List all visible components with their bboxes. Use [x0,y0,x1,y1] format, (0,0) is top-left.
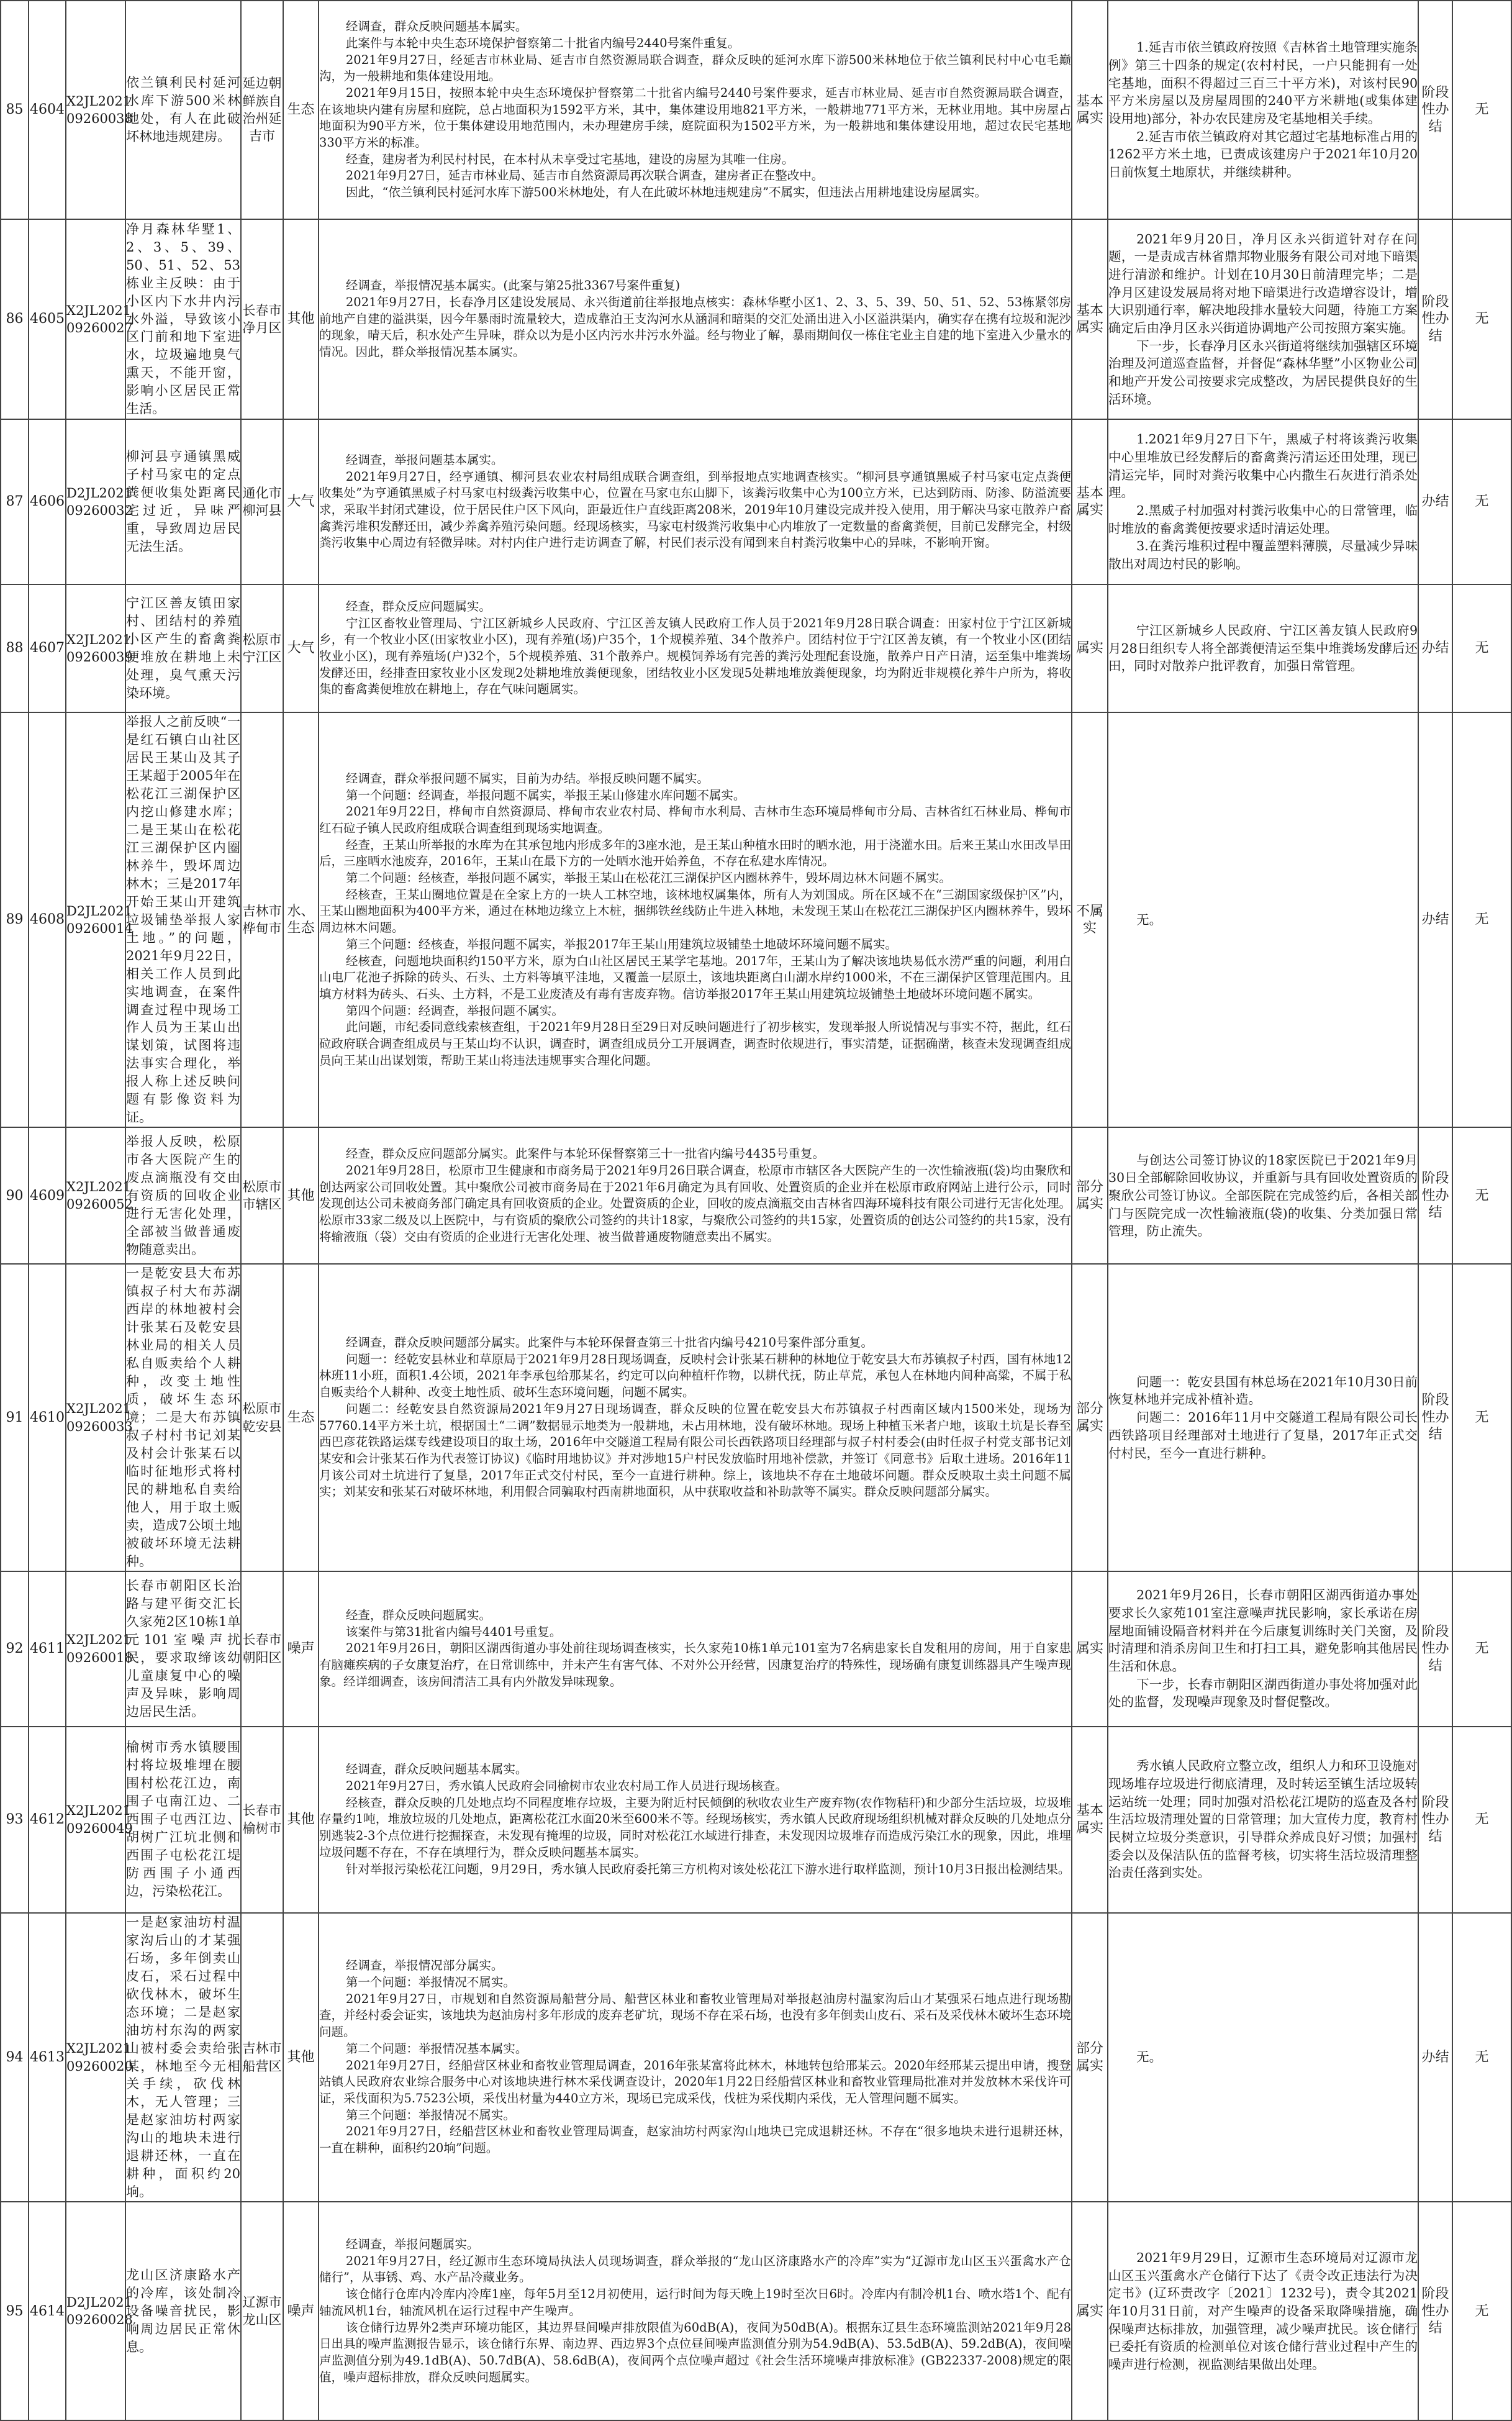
action-paragraph: 2021年9月20日，净月区永兴街道针对存在问题，一是责成吉林省鼎邦物业服务有限公司对地下暗渠进行清淤和维护。计划在10月30日前清理完毕；二是净月区建设发展局将对地下暗渠进行改造增容设计，增大识别通行率，解决地段排水量较大问题，待施工方案确定后由净月区永兴街道协调地产公司按照方案实施。 [1108,231,1418,335]
accountability-text: 无 [1475,1409,1489,1425]
administrative-area [241,2202,283,2420]
case-row [1,712,1511,1127]
administrative-area [241,1727,283,1913]
completion-status-text: 办结 [1421,2049,1449,2065]
pollution-type-text: 生态 [287,102,315,118]
completion-status [1418,219,1452,419]
pollution-type [283,1571,319,1727]
administrative-area [241,1571,283,1727]
case-row [1,1913,1511,2202]
pollution-type [283,2202,319,2420]
finding-paragraph: 此问题，市纪委同意线索核查组，于2021年9月28日至29日对反映问题进行了初步核实，发现举报人所说情况与事实不符，据此，红石砬政府联合调查组成员与王某山均不认识，调查时，调查组成员分工开展调查，调查时依规进行，事实清楚，证据确凿，核查未发现调查组成员向王某山出谋划策，帮助王某山将违法违规事实合理化问题。 [319,1020,1071,1068]
verification-result-text: 基本属实 [1075,93,1103,126]
complaint-summary [125,1,241,219]
finding-paragraph: 经调查，群众举报问题不属实，目前为办结。举报反映问题不属实。 [345,771,709,786]
completion-status-text: 阶段性办结 [1421,1624,1449,1674]
case-id-text: 4609 [30,1188,65,1204]
completion-status-text: 办结 [1421,640,1449,656]
row-number [1,1727,29,1913]
finding-paragraph: 2021年9月26日，朝阳区湖西街道办事处前往现场调查核实，长久家苑10栋1单元101室为7名病患家长自发租用的房间，用于自家患有脑瘫疾病的子女康复治疗，在日常训练中，并未产生有害气体、不对外公开经营，因康复治疗的特殊性，现场确有康复训练器具产生噪声现象。经详细调查，该房间清洁工具有内外散发异味现象。 [319,1641,1071,1689]
accountability [1452,1571,1511,1727]
pollution-type [283,1127,319,1264]
case-id [29,419,66,584]
case-id-text: 4611 [30,1641,65,1656]
accountability [1452,1264,1511,1571]
administrative-area [241,219,283,419]
completion-status-text: 阶段性办结 [1421,1794,1449,1845]
case-row [1,419,1511,584]
complaint-summary-text: 柳河县亨通镇黑威子村马家屯的定点粪便收集处距离民宅过近，异味严重，导致周边居民无法生活。 [126,449,240,554]
case-code [66,219,133,419]
administrative-area-text: 松原市市辖区 [242,1179,282,1212]
case-row [1,1571,1511,1727]
finding-paragraph: 第三个问题：举报情况不属实。 [345,2107,515,2122]
finding-paragraph: 问题二：经乾安县自然资源局2021年9月27日现场调查，群众反映的位置在乾安县大布苏镇叔子村西南区域内1500米处，现场为57760.14平方米土坑，根据国土“二调”数据显示地类为一般耕地，未占用林地，没有破坏林地。现场上种植玉米者户地，该取土坑是长春至西巴彦花铁路运煤专线建设项目的取土场，2016年中交隧道工程局有限公司长西铁路项目经理部与叔子村村委会(由时任叔子村党支部书记刘某安和会计张某石作为代表签订协议)《临时用地协议》并对涉地15户村民发放临时用地补偿款，并签订《同意书》后取土进场。2016年11月该公司对土坑进行了复垦，2017年正式交付村民，至今一直进行耕种。综上，该地块不存在土地破坏问题。群众反映取土卖土问题不属实；刘某安和张某石对破坏林地，利用假合同骗取村西南耕地面积，从中获取收益和补助款等不属实。群众反映问题部分属实。 [319,1401,1071,1499]
case-id-text: 4612 [30,1812,65,1827]
finding-paragraph: 2021年9月27日，经延吉市林业局、延吉市自然资源局联合调查，群众反映的延河水库下游500米林地位于依兰镇利民村中心屯毛巅沟，为一般耕地和集体建设用地。 [319,52,1071,84]
administrative-area-text: 吉林市桦甸市 [242,903,282,937]
finding-paragraph: 2021年9月27日，经辽源市生态环境局执法人员现场调查，群众举报的“龙山区济康路水产的冷库”实为“辽源市龙山区玉兴蛋禽水产仓储行”，从事锈、鸡、水产品冷藏业务。 [319,2253,1071,2285]
rectification-actions [1108,1264,1418,1571]
completion-status-text: 办结 [1421,494,1449,510]
action-paragraph: 1.2021年9月27日下午，黑威子村将该粪污收集中心里堆放已经发酵后的畜禽粪污清运还田处理，现已清运完毕，同时对粪污收集中心内撒生石灰进行消杀处理。 [1108,432,1418,501]
action-paragraph: 无。 [1136,912,1162,927]
case-code-text: X2JL2021 09260033 [66,1401,133,1434]
row-number-text: 91 [6,1409,24,1425]
administrative-area-text: 长春市朝阳区 [242,1632,282,1665]
action-paragraph: 下一步，长春净月区永兴街道将继续加强辖区环境治理及河道巡查监督，并督促“森林华墅”小区物业公司和地产开发公司按要求完成整改，为居民提供良好的生活环境。 [1108,338,1418,407]
row-number [1,219,29,419]
verification-result [1072,1727,1108,1913]
accountability-text: 无 [1475,1188,1489,1204]
row-number [1,1264,29,1571]
case-code [66,419,133,584]
row-number [1,584,29,712]
administrative-area [241,1,283,219]
case-code-text: D2JL2021 09260028 [66,2294,133,2328]
verification-result-text: 不属实 [1075,903,1103,937]
case-code-text: X2JL2021 09260018 [66,1632,133,1665]
pollution-type-text: 噪声 [287,2303,315,2319]
administrative-area [241,1127,283,1264]
finding-paragraph: 2021年9月27日，经船营区林业和畜牧业管理局调查，赵家油坊村两家沟山地块已完成退耕还林。不存在“很多地块未进行退耕还林，一直在耕种，面积约20垧”问题。 [319,2124,1071,2156]
verification-result [1072,1264,1108,1571]
finding-paragraph: 经调查，举报问题基本属实。 [345,452,504,467]
rectification-actions [1108,712,1418,1127]
finding-paragraph: 经核查，问题地块面积约150平方米，原为白山社区居民王某学宅基地。2017年，王某山为了解决该地块易低水涝严重的问题，利用白山电厂花池子拆除的砖头、石头、土方料等填平洼地，又覆盖一层原土，该地块距离白山湖水岸约1000米，不在三湖保护区管理范围内。且填方材料为砖头、石头、土方料，不是工业废渣及有毒有害废弃物。信访举报2017年王某山用建筑垃圾铺垫土地破坏环境问题不属实。 [319,953,1071,1001]
finding-paragraph: 经查，群众反应问题属实。 [345,599,491,614]
finding-paragraph: 第四个问题：经调查，举报问题不属实。 [345,1003,564,1018]
action-paragraph: 2.延吉市依兰镇政府对其它超过宅基地标准占用的1262平方米土地，已责成该建房户于2021年10月20日前恢复土地原状，并继续耕种。 [1108,129,1418,180]
pollution-type-text: 大气 [287,494,315,510]
administrative-area-text: 长春市榆树市 [242,1803,282,1836]
completion-status [1418,712,1452,1127]
finding-paragraph: 经调查，举报情况部分属实。 [345,1958,504,1973]
accountability-text: 无 [1475,1812,1489,1827]
row-number-text: 94 [6,2049,24,2065]
case-id-text: 4610 [30,1409,65,1425]
finding-paragraph: 该仓储行边界外2类声环境功能区，其边界昼间噪声排放限值为60dB(A)，夜间为50dB(A)。根据东辽县生态环境监测站2021年9月28日出具的噪声监测报告显示，该仓储行东界、南边界、西边界3个点位昼间噪声监测值分别为54.9dB(A)、53.5dB(A)、59.2dB(A)，夜间噪声监测值分别为49.1dB(A)、50.7dB(A)、58.6dB(A)，夜间两个点位噪声超过《社会生活环境噪声排放标准》(GB22337-2008)规定的限值，噪声超标排放，群众反映问题属实。 [319,2320,1071,2384]
case-id [29,1,66,219]
finding-paragraph: 2021年9月28日，松原市卫生健康和市商务局于2021年9月26日联合调查，松原市市辖区各大医院产生的一次性输液瓶(袋)均由聚欣和创达两家公司回收处置。其中聚欣公司被市商务局在于2021年6月确定为具有回收、处置资质的企业并在松原市政府网站上进行公示，同时发现创达公司未被商务部门确定具有回收资质的企业。处置资质的企业，回收的废点滴瓶交由吉林省四海环境科技有限公司进行无害化处理。松原市33家二级及以上医院中，与有资质的聚欣公司签约的共计18家，与聚欣公司签约的共15家，处置资质的创达公司签约的共15家，没有将输液瓶（袋）交由有资质的企业进行无害化处理、被当做普通废物随意卖出不属实。 [319,1163,1071,1244]
administrative-area [241,584,283,712]
administrative-area-text: 松原市乾安县 [242,1401,282,1434]
row-number-text: 86 [6,311,24,327]
case-row [1,1264,1511,1571]
action-paragraph: 2.黑威子村加强对村粪污收集中心的日常管理，临时堆放的畜禽粪便按要求适时清运处理。 [1108,503,1418,536]
case-id [29,219,66,419]
case-code-text: X2JL2021 09260049 [66,1803,133,1836]
case-code [66,1913,133,2202]
investigation-findings [319,219,1072,419]
accountability [1452,219,1511,419]
finding-paragraph: 此案件与本轮中央生态环境保护督察第二十批省内编号2440号案件重复。 [345,35,740,50]
case-row [1,1127,1511,1264]
action-paragraph: 问题二：2016年11月中交隧道工程局有限公司长西铁路项目经理部对土地进行了复垦，2017年正式交付村民，至今一直进行耕种。 [1108,1410,1418,1461]
action-paragraph: 下一步，长春市朝阳区湖西街道办事处将加强对此处的监督，发现噪声现象及时督促整改。 [1108,1676,1418,1710]
complaint-summary [125,2202,241,2420]
completion-status [1418,1727,1452,1913]
finding-paragraph: 经调查，群众反映问题部分属实。此案件与本轮环保督查第三十批省内编号4210号案件部分重复。 [345,1335,874,1350]
finding-paragraph: 问题一：经乾安县林业和草原局于2021年9月28日现场调查，反映村会计张某石耕种的林地位于乾安县大布苏镇叔子村西，国有林地12林班11小班，面积1.4公顷，2021年李承包给那某名，约定可以向种植杆作物，以耕代抚，防止草荒，承包人在林地内间种高粱，不属于私自贩卖给个人耕种、改变土地性质、破坏生态环境问题，问题不属实。 [319,1351,1071,1400]
action-paragraph: 1.延吉市依兰镇政府按照《吉林省土地管理实施条例》第三十四条的规定(农村村民，一户只能拥有一处宅基地，面积不得超过三百三十平方米)，对该村民90平方米房屋以及房屋周围的240平方米耕地(或集体建设用地)部分，补办农民建房及宅基地相关手续。 [1108,40,1418,126]
finding-paragraph: 经调查，群众反映问题基本属实。 [345,19,528,34]
complaint-summary [125,419,241,584]
completion-status-text: 办结 [1421,912,1449,928]
verification-result-text: 基本属实 [1075,302,1103,335]
verification-result-text: 部分属实 [1075,1179,1103,1212]
row-number [1,419,29,584]
completion-status [1418,2202,1452,2420]
accountability-text: 无 [1475,912,1489,928]
verification-result [1072,419,1108,584]
completion-status-text: 阶段性办结 [1421,294,1449,344]
accountability [1452,1,1511,219]
case-row [1,1,1511,219]
action-paragraph: 无。 [1136,2050,1162,2065]
accountability-text: 无 [1475,1641,1489,1656]
case-id-text: 4604 [30,102,65,118]
verification-result [1072,1127,1108,1264]
finding-paragraph: 针对举报污染松花江问题，9月29日，秀水镇人民政府委托第三方机构对该处松花江下游水进行取样监测，预计10月3日报出检测结果。 [345,1861,1071,1876]
row-number-text: 88 [6,640,24,656]
finding-paragraph: 第一个问题：经调查，举报问题不属实，举报王某山修建水库问题不属实。 [345,788,746,802]
administrative-area-text: 通化市柳河县 [242,485,282,518]
pollution-type-text: 其他 [287,2049,315,2065]
case-id-text: 4605 [30,311,65,327]
completion-status-text: 阶段性办结 [1421,1392,1449,1443]
row-number-text: 85 [6,102,24,118]
complaint-summary-text: 举报人反映，松原市各大医院产生的废点滴瓶没有交由有资质的回收企业进行无害化处理，全部被当做普通废物随意卖出。 [126,1133,240,1257]
row-number-text: 92 [6,1641,24,1656]
completion-status [1418,419,1452,584]
complaint-summary-text: 一是赵家油坊村温家沟后山的才某强石场，多年倒卖山皮石，采石过程中砍伐林木，破坏生态环境；二是赵家油坊村东沟的两家山被村委会卖给张某，林地至今无相关手续，砍伐林木，无人管理；三是赵家油坊村两家沟山的地块未进行退耕还林，一直在耕种，面积约20垧。 [126,1914,240,2200]
case-code-text: X2JL2021 09260027 [66,302,133,335]
verification-result-text: 基本属实 [1075,485,1103,518]
action-paragraph: 问题一：乾安县国有林总场在2021年10月30日前恢复林地并完成补植补造。 [1108,1374,1418,1407]
verification-result [1072,584,1108,712]
finding-paragraph: 经查，群众反映问题属实。 [345,1607,491,1622]
administrative-area [241,1264,283,1571]
pollution-type-text: 生态 [287,1409,315,1425]
accountability-text: 无 [1475,494,1489,510]
accountability [1452,1127,1511,1264]
finding-paragraph: 经查，王某山所举报的水库为在其承包地内形成多年的3座水池，是王某山种植水田时的晒水池，用于浇灌水田。后来王某山水田改旱田后，三座晒水池废弃，2016年，王某山在最下方的一处晒水池开始养鱼，不存在私建水库情况。 [319,837,1071,869]
case-id [29,1264,66,1571]
finding-paragraph: 2021年9月27日，经亨通镇、柳河县农业农村局组成联合调查组，到举报地点实地调查核实。“柳河县亨通镇黑威子村马家屯定点粪便收集处”为亨通镇黑威子村马家屯村级粪污收集中心，位置在马家屯东山脚下，该粪污收集中心为100立方米，已达到防雨、防渗、防溢流要求，采取半封闭式建设，位于居民住户区下风向，距最近住户直线距离208米，2019年10月建设完成并投入使用，用于解决马家屯散养户畜禽粪污堆积发酵还田，减少养禽养殖污染问题。经现场核实，马家屯村级粪污收集中心内堆放了一定数量的畜禽粪便，目前已发酵完全，村级粪污收集中心周边有轻微异味。对村内住户进行走访调查了解，村民们表示没有闻到来自村粪污收集中心的异味，不影响开窗。 [319,469,1071,550]
rectification-actions [1108,2202,1418,2420]
complaint-summary-text: 榆树市秀水镇腰围村将垃圾堆埋在腰围村松花江边，南围子屯南江边、二西围子屯西江边、胡树广江坑北侧和西围子屯松花江堤防西围子小通西边，污染松花江。 [126,1740,240,1899]
action-paragraph: 宁江区新城乡人民政府、宁江区善友镇人民政府9月28日组织专人将全部粪便清运至集中堆粪场发酵后还田，同时对散养户批评教育，加强日常管理。 [1108,622,1418,674]
complaint-summary [125,1264,241,1571]
complaint-summary-text: 依兰镇利民村延河水库下游500米林地处，有人在此破坏林地违规建房。 [126,75,240,144]
complaint-summary-text: 净月森林华墅1、2、3、5、39、50、51、52、53栋业主反映：由于小区内下水井内污水外溢，导致该小区门前和地下室进水，垃圾遍地臭气熏天，不能开窗，影响小区居民正常生活。 [126,221,240,417]
case-id [29,1913,66,2202]
rectification-actions [1108,1727,1418,1913]
completion-status-text: 阶段性办结 [1421,84,1449,135]
case-id [29,1127,66,1264]
row-number-text: 95 [6,2303,24,2319]
finding-paragraph: 2021年9月27日，长春净月区建设发展局、永兴街道前往举报地点核实：森林华墅小区1、2、3、5、39、50、51、52、53栋紧邻房前地产自建的溢洪渠，因今年暴雨时流量较大，造成靠泊王支沟河水从涵洞和暗渠的交汇处涌出进入小区溢洪渠内，确实存在携有垃圾和泥沙的现象，晴天后，积水处产生异味，群众以为是小区内污水井污水外溢。经与物业了解，暴雨期间仅一栋住宅业主自建的地下室进入少量水的情况。因此，群众举报情况基本属实。 [319,294,1071,360]
pollution-type [283,1913,319,2202]
administrative-area-text: 松原市宁江区 [242,632,282,665]
finding-paragraph: 第二个问题：经核查，举报问题不属实，举报王某山在松花江三湖保护区内圈林养牛，毁坏周边林木问题不属实。 [345,871,951,886]
case-row [1,219,1511,419]
finding-paragraph: 第一个问题：举报情况不属实。 [345,1974,515,1989]
rectification-actions [1108,219,1418,419]
pollution-type [283,419,319,584]
verification-result [1072,712,1108,1127]
rectification-actions [1108,1913,1418,2202]
pollution-type-text: 其他 [287,1812,315,1827]
row-number [1,1913,29,2202]
case-code-text: X2JL2021 09260038 [66,93,133,126]
completion-status [1418,1,1452,219]
finding-paragraph: 因此，“依兰镇利民村延河水库下游500米林地处，有人在此破坏林地违规建房”不属实，但违法占用耕地建设房屋属实。 [345,185,987,200]
pollution-type [283,584,319,712]
administrative-area-text: 延边朝鲜族自治州延吉市 [242,76,282,144]
accountability [1452,584,1511,712]
row-number-text: 89 [6,912,24,928]
case-code [66,1727,133,1913]
action-paragraph: 2021年9月26日，长春市朝阳区湖西街道办事处要求长久家苑101室注意噪声扰民影响，家长承诺在房屋地面铺设隔音材料并在今后康复训练时关门关窗，及时清理和消杀房间卫生和打扫工具，避免影响其他居民生活和休息。 [1108,1588,1418,1674]
finding-paragraph: 2021年9月27日，市规划和自然资源局船营分局、船营区林业和畜牧业管理局对举报赵油房村温家沟后山才某强采石地点进行现场勘查，并经村委会证实，该地块为赵油房村多年形成的废弃老矿坑，现场不存在采石场，也没有多年倒卖山皮石、采石及采伐林木破坏生态环境问题。 [319,1991,1071,2040]
case-id [29,584,66,712]
action-paragraph: 秀水镇人民政府立整立改，组织人力和环卫设施对现场堆存垃圾进行彻底清理，及时转运至镇生活垃圾转运站统一处理；同时加强对沿松花江堤防的巡查及各村生活垃圾清理处置的日常管理；加大宣传力度，教育村民树立垃圾分类意识，引导群众养成良好习惯；加强村委会以及保洁队伍的监督考核，切实将生活垃圾清理整治责任落到实处。 [1108,1758,1418,1881]
accountability-text: 无 [1475,640,1489,656]
verification-result-text: 属实 [1075,2303,1103,2319]
case-code-text: X2JL2021 09260052 [66,1179,133,1212]
case-id-text: 4613 [30,2049,65,2065]
finding-paragraph: 第三个问题：经核查，举报问题不属实，举报2017年王某山用建筑垃圾铺垫土地破坏环境问题不属实。 [345,937,898,952]
verification-result [1072,1913,1108,2202]
complaint-summary-text: 龙山区济康路水产的冷库，该处制冷设备噪音扰民，影响周边居民正常休息。 [126,2267,240,2355]
row-number-text: 90 [6,1188,24,1204]
finding-paragraph: 2021年9月27日，秀水镇人民政府会同榆树市农业农村局工作人员进行现场核查。 [345,1778,787,1793]
finding-paragraph: 宁江区畜牧业管理局、宁江区新城乡人民政府、宁江区善友镇人民政府工作人员于2021年9月28日联合调查：田家村位于宁江区新城乡，有一个牧业小区(田家牧业小区)，现有养殖(场)户35个，1个规模养殖、34个散养户。团结村位于宁江区善友镇，有一个牧业小区(团结牧业小区)，现有养殖场(户)32个，5个规模养殖、31个散养户。规模饲养场有完善的粪污处理配套设施，散养户日产日清，运至集中堆粪场发酵还田，经排查田家牧业小区发现2处耕地堆放粪便现象，团结牧业小区发现5处耕地堆放粪便现象，均为附近非规模化养牛户所为，将收集的畜禽粪便堆放在耕地上，存在气味问题属实。 [319,615,1071,697]
case-code-text: D2JL2021 09260032 [66,485,133,518]
accountability [1452,419,1511,584]
administrative-area-text: 吉林市船营区 [242,2041,282,2074]
verification-result-text: 部分属实 [1075,1401,1103,1434]
case-code [66,712,133,1127]
case-id [29,1571,66,1727]
pollution-type [283,712,319,1127]
investigation-findings [319,419,1072,584]
finding-paragraph: 2021年9月27日，延吉市林业局、延吉市自然资源局再次联合调查，建房者正在整改中。 [345,168,824,183]
case-row [1,2202,1511,2420]
accountability [1452,2202,1511,2420]
rectification-actions [1108,584,1418,712]
complaint-summary [125,219,241,419]
verification-result [1072,2202,1108,2420]
verification-result-text: 部分属实 [1075,2041,1103,2074]
pollution-type-text: 噪声 [287,1641,315,1656]
accountability-text: 无 [1475,102,1489,118]
completion-status-text: 阶段性办结 [1421,1171,1449,1221]
finding-paragraph: 第二个问题：举报情况基本属实。 [345,2041,528,2056]
finding-paragraph: 2021年9月22日，桦甸市自然资源局、桦甸市农业农村局、桦甸市水利局、吉林市生态环境局桦甸市分局、吉林省红石林业局、桦甸市红石砬子镇人民政府组成联合调查组到现场实地调查。 [319,804,1071,835]
finding-paragraph: 2021年9月15日，按照本轮中央生态环境保护督察第二十批省内编号2440号案件要求，延吉市林业局、延吉市自然资源局联合调查，在该地块内建有房屋和庭院，总占地面积为1592平方米，其中，集体建设用地821平方米，一般耕地771平方米，无林业用地。其中房屋占地面积为90平方米，位于集体建设用地范围内，未办理建房手续，庭院面积为1502平方米，为一般耕地和集体建设用地，超过农民宅基地330平方米的标准。 [319,85,1071,150]
finding-paragraph: 经核查，王某山圈地位置是在全家上方的一块人工林空地，该林地权属集体，所有人为刘国成。所在区域不在“三湖国家级保护区”内，王某山圈地面积为400平方米，通过在林地边缘立上木桩，捆绑铁丝线防止牛进入林地，未发现王某山在松花江三湖保护区内圈林养牛，毁坏周边林木问题。 [319,887,1071,935]
case-id [29,2202,66,2420]
case-code [66,2202,133,2420]
finding-paragraph: 该仓储行仓库内冷库内冷库1座，每年5月至12月初使用，运行时间为每天晚上19时至次日6时。冷库内有制冷机1台、喷水塔1个、配有轴流风机1台，轴流风机在运行过程中产生噪声。 [319,2287,1071,2318]
verification-result-text: 基本属实 [1075,1803,1103,1836]
completion-status [1418,1127,1452,1264]
accountability-text: 无 [1475,2303,1489,2319]
case-row [1,1727,1511,1913]
pollution-type-text: 大气 [287,640,315,656]
complaint-summary [125,584,241,712]
completion-status [1418,1571,1452,1727]
investigation-findings [319,712,1072,1127]
finding-paragraph: 经查，群众反应问题部分属实。此案件与本轮环保督察第三十一批省内编号4435号重复。 [345,1147,825,1161]
action-paragraph: 与创达公司签订协议的18家医院已于2021年9月30日全部解除回收协议，并重新与具有回收处置资质的聚欣公司签订协议。全部医院在完成签约后，各相关部门与医院完成一次性输液瓶(袋)的收集、分类加强日常管理，防止流失。 [1108,1152,1418,1239]
completion-status [1418,1913,1452,2202]
complaint-summary [125,1913,241,2202]
investigation-findings [319,584,1072,712]
pollution-type [283,1264,319,1571]
rectification-actions [1108,1,1418,219]
case-code [66,584,133,712]
accountability-text: 无 [1475,2049,1489,2065]
investigation-findings [319,1264,1072,1571]
complaint-summary-text: 举报人之前反映“一是红石镇白山社区居民王某山及其子王某超于2005年在松花江三湖保护区内挖山修建水库；二是王某山在松花江三湖保护区内圈林养牛，毁坏周边林木；三是2017年开始王某山开建筑垃圾铺垫举报人家土地。”的问题，2021年9月22日，相关工作人员到此实地调查，在案件调查过程中现场工作人员为王某山出谋划策，试图将违法事实合理化，举报人称上述反映问题有影像资料为证。 [126,714,240,1125]
case-id-text: 4607 [30,640,65,656]
pollution-type-text: 其他 [287,311,315,327]
action-paragraph: 2021年9月29日，辽源市生态环境局对辽源市龙山区玉兴蛋禽水产仓储行下达了《责令改正违法行为决定书》(辽环责改字〔2021〕1232号)，责令其2021年10月31日前，对产生噪声的设备采取降噪措施，确保噪声达标排放，加强管理，减少噪声扰民。该仓储行已委托有资质的检测单位对该仓储行营业过程中产生的噪声进行检测，视监测结果做出处理。 [1108,2250,1418,2372]
row-number-text: 93 [6,1812,24,1827]
finding-paragraph: 2021年9月27日，经船营区林业和畜牧业管理局调查，2016年张某富将此林木，林地转包给邢某云。2020年经邢某云提出申请，搜登站镇人民政府农业综合服务中心对该地块进行林木采伐调查设计，2020年1月22日经船营区林业和畜牧业管理局批准对并发放林木采伐许可证，采伐面积为5.7523公顷，采伐出材量为440立方米，现场已完成采伐，伐桩为采伐期内采伐，无人管理问题不属实。 [319,2058,1071,2105]
verification-result [1072,1,1108,219]
complaint-summary-text: 宁江区善友镇田家村、团结村的养殖小区产生的畜禽粪便堆放在耕地上未处理，臭气熏天污染环境。 [126,596,240,701]
rectification-actions [1108,1127,1418,1264]
accountability [1452,1727,1511,1913]
complaint-summary-text: 长春市朝阳区长治路与建平街交汇长久家苑2区10栋1单元101室噪声扰民，要求取缔该幼儿童康复中心的噪声及异味，影响周边居民生活。 [126,1578,240,1719]
verification-result-text: 属实 [1075,640,1103,656]
finding-paragraph: 经调查，举报情况基本属实。(此案与第25批3367号案件重复) [345,278,681,293]
complaint-summary [125,1571,241,1727]
complaint-summary [125,1127,241,1264]
administrative-area [241,1913,283,2202]
administrative-area [241,419,283,584]
finding-paragraph: 经调查，群众反映问题基本属实。 [345,1762,528,1777]
case-row [1,584,1511,712]
case-code [66,1264,133,1571]
pollution-type [283,219,319,419]
completion-status [1418,1264,1452,1571]
finding-paragraph: 该案件与第31批省内编号4401号重复。 [345,1624,562,1639]
row-number [1,1127,29,1264]
administrative-area [241,712,283,1127]
administrative-area-text: 长春市净月区 [242,302,282,335]
row-number-text: 87 [6,494,24,510]
finding-paragraph: 经查，建房者为利民村村民，在本村从未享受过宅基地，建设的房屋为其唯一住房。 [345,152,794,166]
case-code-text: D2JL2021 09260014 [66,903,133,937]
case-id-text: 4606 [30,494,65,510]
case-code [66,1127,133,1264]
case-id-text: 4614 [30,2303,65,2319]
rectification-actions [1108,419,1418,584]
investigation-findings [319,1913,1072,2202]
accountability [1452,712,1511,1127]
pollution-type-text: 水、生态 [287,903,315,937]
case-id [29,1727,66,1913]
investigation-findings [319,1,1072,219]
case-id-text: 4608 [30,912,65,928]
completion-status-text: 阶段性办结 [1421,2286,1449,2336]
case-code-text: X2JL2021 09260020 [66,2041,133,2074]
investigation-findings [319,2202,1072,2420]
pollution-type-text: 其他 [287,1188,315,1204]
accountability-text: 无 [1475,311,1489,327]
case-id [29,712,66,1127]
case-code [66,1,133,219]
pollution-type [283,1727,319,1913]
pollution-type [283,1,319,219]
row-number [1,712,29,1127]
investigation-findings [319,1127,1072,1264]
complaint-summary [125,712,241,1127]
verification-result [1072,1571,1108,1727]
row-number [1,1571,29,1727]
verification-result [1072,219,1108,419]
row-number [1,1,29,219]
complaint-summary-text: 一是乾安县大布苏镇叔子村大布苏湖西岸的林地被村会计张某石及乾安县林业局的相关人员私自贩卖给个人耕种，改变土地性质，破坏生态环境；二是大布苏镇叔子村村书记刘某及村会计张某石以临时征地形式将村民的耕地私自卖给他人，用于取土贩卖，造成7公顷土地被破坏环境无法耕种。 [126,1266,240,1569]
investigation-findings [319,1727,1072,1913]
verification-result-text: 属实 [1075,1641,1103,1656]
finding-paragraph: 经核查，群众反映的几处地点均不同程度堆存垃圾，主要为附近村民倾倒的秋收农业生产废弃物(农作物秸秆)和少部分生活垃圾，垃圾堆存量约1吨，堆放垃圾的几处地点，距离松花江水面20米至600米不等。经现场核实，秀水镇人民政府现场组织机械对群众反映的几处地点分别逃装2-3个点位进行挖掘探查，未发现有掩埋的垃圾，同时对松花江水域进行排查，未发现因垃圾堆存而造成污染江水的现象，因此，堆埋垃圾问题不存在，不存在填埋行为，群众反映问题基本属实。 [319,1795,1071,1860]
case-code-text: X2JL2021 09260039 [66,632,133,665]
completion-status [1418,584,1452,712]
row-number [1,2202,29,2420]
rectification-actions [1108,1571,1418,1727]
investigation-findings [319,1571,1072,1727]
action-paragraph: 3.在粪污堆积过程中覆盖塑料薄膜，尽量减少异味散出对周边村民的影响。 [1108,538,1418,572]
administrative-area-text: 辽源市龙山区 [242,2294,282,2328]
finding-paragraph: 经调查，举报问题属实。 [345,2237,479,2252]
case-code [66,1571,133,1727]
complaint-summary [125,1727,241,1913]
accountability [1452,1913,1511,2202]
